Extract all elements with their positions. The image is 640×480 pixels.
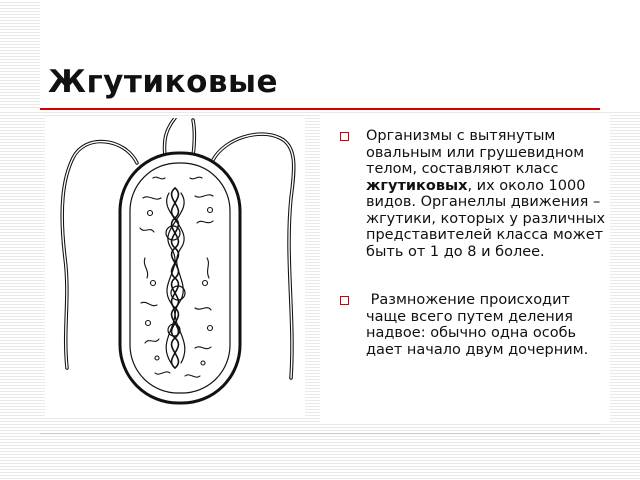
bullet-text-part-1: Организмы с вытянутым овальным или грушевидном телом, составляют класс xyxy=(366,128,585,177)
text-panel xyxy=(320,114,610,424)
title-underline xyxy=(40,108,600,110)
bullet-list xyxy=(320,114,610,358)
bullet-text-bold: жгутиковых xyxy=(366,177,468,194)
cell-body-outer xyxy=(120,153,240,403)
bullet-text-reproduction: Размножение происходит чаще всего путем деления надвое: обычно одна особь дает начало двум дочерним. xyxy=(366,292,589,358)
slide-title: Жгутиковые xyxy=(48,64,279,100)
bullet-item-reproduction xyxy=(340,292,610,358)
square-bullet-icon xyxy=(340,296,349,305)
bullet-item-organisms xyxy=(340,128,610,260)
square-bullet-icon xyxy=(340,132,349,141)
bottom-divider xyxy=(40,433,600,434)
bullet-text-part-2: , их около 1000 видов. Органеллы движения – жгутики, которых у различных представителей класса может быть от 1 до 8 и более. xyxy=(366,177,606,260)
flagellate-illustration xyxy=(45,118,305,418)
